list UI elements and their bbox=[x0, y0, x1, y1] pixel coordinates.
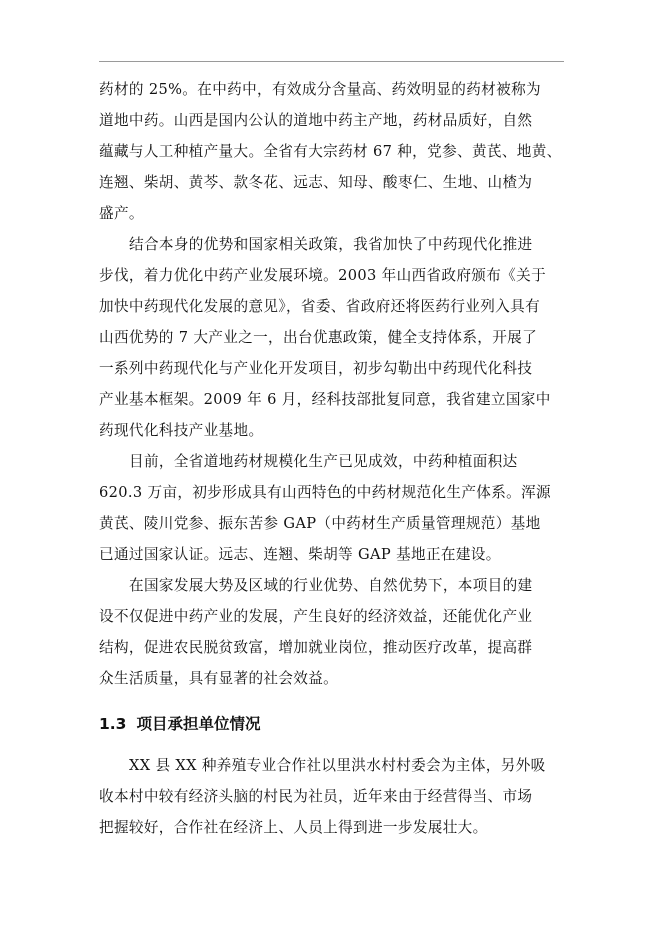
paragraph-herbs-overview bbox=[99, 74, 567, 229]
text-line: 盛产。 bbox=[99, 205, 144, 222]
text-line: XX 县 XX 种养殖专业合作社以里洪水村村委会为主体，另外吸 bbox=[129, 757, 546, 774]
text-line: 620.3 万亩，初步形成具有山西特色的中药材规范化生产体系。浑源 bbox=[99, 484, 552, 501]
paragraph-current-status bbox=[99, 446, 567, 570]
section-title: 项目承担单位情况 bbox=[136, 715, 261, 733]
text-line: 蕴藏与人工种植产量大。全省有大宗药材 67 种，党参、黄芪、地黄、 bbox=[99, 143, 562, 160]
paragraph-cooperative bbox=[99, 750, 567, 843]
paragraph-policy bbox=[99, 229, 567, 446]
text-line: 药材的 25%。在中药中，有效成分含量高、药效明显的药材被称为 bbox=[99, 81, 541, 98]
text-line: 道地中药。山西是国内公认的道地中药主产地，药材品质好，自然 bbox=[99, 112, 533, 129]
text-line: 黄芪、陵川党参、振东苦参 GAP（中药材生产质量管理规范）基地 bbox=[99, 515, 541, 532]
text-line: 连翘、柴胡、黄芩、款冬花、远志、知母、酸枣仁、生地、山楂为 bbox=[99, 174, 533, 191]
text-line: 众生活质量，具有显著的社会效益。 bbox=[99, 670, 339, 687]
header-rule bbox=[99, 61, 564, 62]
text-line: 加快中药现代化发展的意见》，省委、省政府还将医药行业列入具有 bbox=[99, 298, 541, 315]
document-body bbox=[99, 74, 567, 843]
section-number: 1.3 bbox=[99, 715, 127, 733]
text-line: 设不仅促进中药产业的发展，产生良好的经济效益，还能优化产业 bbox=[99, 608, 533, 625]
text-line: 产业基本框架。2009 年 6 月，经科技部批复同意，我省建立国家中 bbox=[99, 391, 551, 408]
text-line: 把握较好，合作社在经济上、人员上得到进一步发展壮大。 bbox=[99, 819, 488, 836]
text-line: 目前，全省道地药材规模化生产已见成效，中药种植面积达 bbox=[129, 453, 518, 470]
text-line: 步伐，着力优化中药产业发展环境。2003 年山西省政府颁布《关于 bbox=[99, 267, 547, 284]
text-line: 药现代化科技产业基地。 bbox=[99, 422, 264, 439]
text-line: 结合本身的优势和国家相关政策，我省加快了中药现代化推进 bbox=[129, 236, 533, 253]
text-line: 收本村中较有经济头脑的村民为社员，近年来由于经营得当、市场 bbox=[99, 788, 533, 805]
text-line: 山西优势的 7 大产业之一，出台优惠政策，健全支持体系，开展了 bbox=[99, 329, 538, 346]
section-heading bbox=[99, 711, 567, 737]
text-line: 在国家发展大势及区域的行业优势、自然优势下，本项目的建 bbox=[129, 577, 533, 594]
text-line: 已通过国家认证。远志、连翘、柴胡等 GAP 基地正在建设。 bbox=[99, 546, 501, 563]
text-line: 一系列中药现代化与产业化开发项目，初步勾勒出中药现代化科技 bbox=[99, 360, 533, 377]
text-line: 结构，促进农民脱贫致富，增加就业岗位，推动医疗改革，提高群 bbox=[99, 639, 533, 656]
paragraph-project-benefits bbox=[99, 570, 567, 694]
